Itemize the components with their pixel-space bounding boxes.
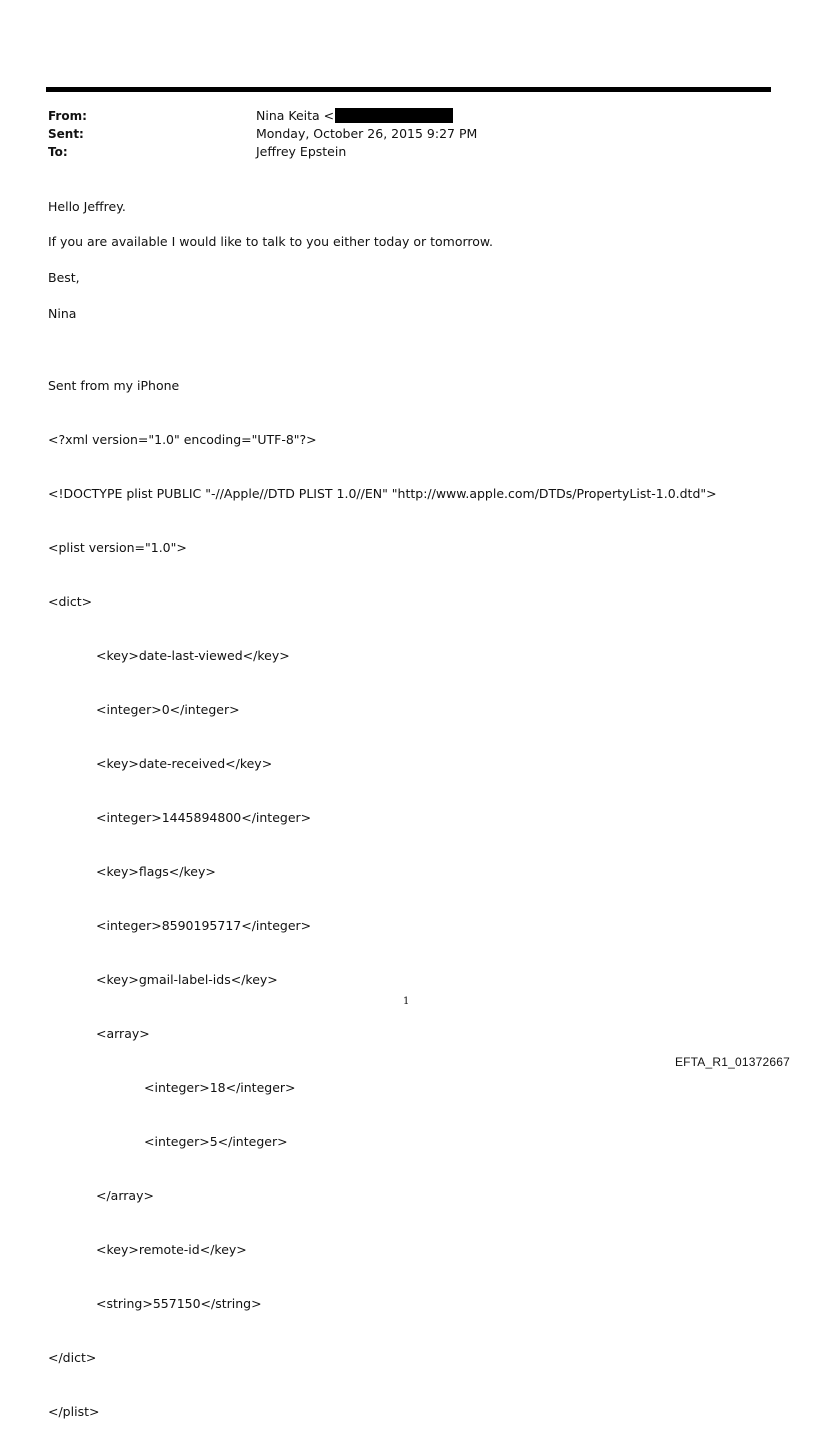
message-text: If you are available I would like to talk to you either today or tomorrow. <box>48 234 493 249</box>
key-date-received-line: <key>date-received</key> <box>96 756 273 771</box>
page-number: 1 <box>403 996 410 1007</box>
redaction-block <box>335 108 453 123</box>
plist-open-line: <plist version="1.0"> <box>48 540 187 555</box>
sent-value: Monday, October 26, 2015 9:27 PM <box>256 126 478 141</box>
key-date-last-viewed-line: <key>date-last-viewed</key> <box>96 648 290 663</box>
key-remote-id-line: <key>remote-id</key> <box>96 1242 247 1257</box>
header-divider-rule <box>46 87 771 92</box>
sent-from-line: Sent from my iPhone <box>48 378 180 393</box>
string-remote-id-line: <string>557150</string> <box>96 1296 262 1311</box>
plist-block <box>48 341 717 1439</box>
from-label: From: <box>48 109 87 123</box>
array-close-line: </array> <box>96 1188 154 1203</box>
to-label: To: <box>48 145 68 159</box>
integer-label-2-line: <integer>5</integer> <box>144 1134 288 1149</box>
plist-close-line: </plist> <box>48 1404 100 1419</box>
key-flags-line: <key>flags</key> <box>96 864 216 879</box>
to-value: Jeffrey Epstein <box>256 144 347 159</box>
array-open-line: <array> <box>96 1026 150 1041</box>
integer-flags-line: <integer>8590195717</integer> <box>96 918 312 933</box>
xml-declaration-line: <?xml version="1.0" encoding="UTF-8"?> <box>48 432 317 447</box>
key-gmail-label-ids-line: <key>gmail-label-ids</key> <box>96 972 278 987</box>
integer-date-received-line: <integer>1445894800</integer> <box>96 810 312 825</box>
integer-date-last-viewed-line: <integer>0</integer> <box>96 702 240 717</box>
sent-label: Sent: <box>48 127 84 141</box>
document-id: EFTA_R1_01372667 <box>674 1055 790 1069</box>
doctype-line: <!DOCTYPE plist PUBLIC "-//Apple//DTD PLIST 1.0//EN" "http://www.apple.com/DTDs/PropertyList-1.0.dtd"> <box>48 486 717 501</box>
signature-text: Nina <box>48 306 77 321</box>
greeting-text: Hello Jeffrey. <box>48 199 126 214</box>
from-name: Nina Keita < <box>256 108 335 123</box>
from-value <box>256 107 453 125</box>
integer-label-1-line: <integer>18</integer> <box>144 1080 296 1095</box>
dict-close-line: </dict> <box>48 1350 97 1365</box>
closing-text: Best, <box>48 270 80 285</box>
dict-open-line: <dict> <box>48 594 93 609</box>
